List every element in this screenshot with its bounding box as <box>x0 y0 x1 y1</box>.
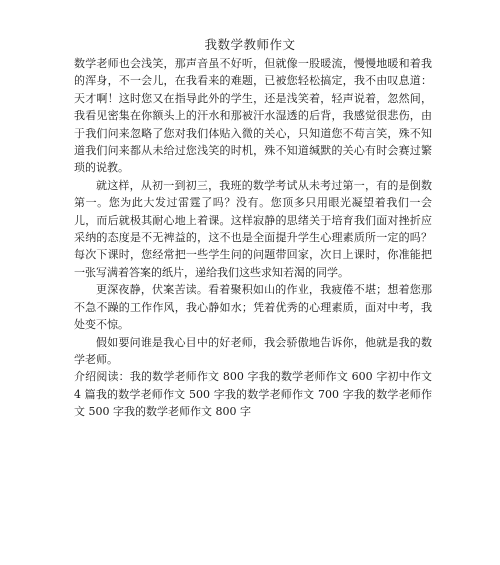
paragraph-1: 数学老师也会浅笑，那声音虽不好听，但就像一股暖流，慢慢地暖和着我的浑身，不一会儿，在我看来的难题，已被您轻松搞定，我不由叹息道：天才啊！这时您又在指导此外的学生，还是浅笑着，轻声说着，忽然间，我看见密集在你额头上的汗水和那被汗水湿透的后背，我感觉很悲伤，由于我们问来忽略了您对我们体贴入微的关心，只知道您不苟言笑，殊不知道我们问来都从未给过您浅笑的时机，殊不知道缄默的关心有时会赛过繁琐的说教。 <box>74 57 432 175</box>
document-body <box>74 55 432 421</box>
paragraph-4: 假如要问谁是我心目中的好老师，我会骄傲地告诉你，他就是我的数学老师。 <box>74 335 432 366</box>
paragraph-3: 更深夜静，伏案苦读。看着聚积如山的作业，我疲倦不堪；想着您那不急不躁的工作作风，我心静如水；凭着优秀的心理素质，面对中考，我处变不惊。 <box>74 283 432 332</box>
paragraph-reading-list: 介绍阅读：我的数学老师作文 800 字我的数学老师作文 600 字初中作文 4 篇我的数学老师作文 500 字我的数学老师作文 700 字我的数学老师作文 500 字我的数学老师作文 800 字 <box>74 370 432 419</box>
document-title: 我数学教师作文 <box>204 37 296 52</box>
paragraph-2: 就这样，从初一到初三，我班的数学考试从未考过第一，有的是倒数第一。您为此大发过雷霆了吗？没有。您顶多只用眼光凝望着我们一会儿，而后就极其耐心地上着课。这样寂静的思绪关于培育我们面对挫折应采纳的态度是不无裨益的，这不也是全面提升学生心理素质所一定的吗？每次下课时，您经常把一些学生问的问题带回家，次日上课时，你准能把一张写满着答案的纸片，递给我们这些求知若渴的同学。 <box>74 178 432 279</box>
